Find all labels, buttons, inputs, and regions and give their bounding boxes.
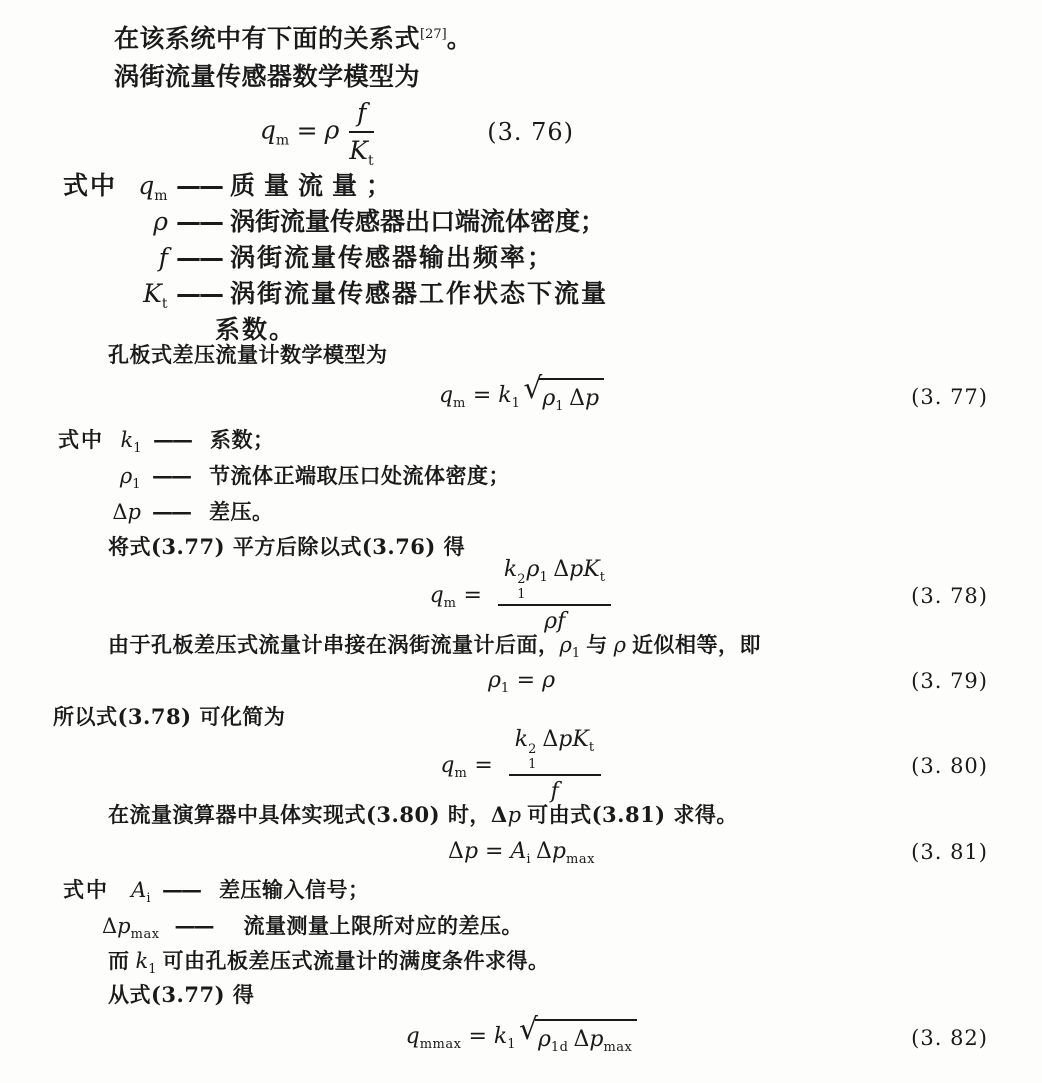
paragraph-k1-fullscale bbox=[53, 944, 990, 978]
var-q: q bbox=[438, 383, 454, 408]
paragraph-vortex-model: 涡街流量传感器数学模型为 bbox=[114, 62, 421, 91]
var-f: f bbox=[349, 98, 374, 133]
formula-3-81 bbox=[448, 835, 595, 869]
formula-3-80 bbox=[440, 727, 602, 805]
intro-period: 。 bbox=[446, 24, 473, 53]
var-f: f bbox=[550, 778, 559, 804]
var-p: p bbox=[507, 803, 522, 827]
since-text-2: 与 bbox=[586, 632, 608, 657]
top-section bbox=[60, 16, 609, 348]
sub-t: t bbox=[367, 153, 375, 169]
where-label: 式中 bbox=[63, 877, 109, 902]
var-f: f bbox=[557, 608, 566, 634]
delta-symbol: Δ bbox=[448, 839, 464, 864]
var-p: p bbox=[117, 914, 131, 938]
symbol-dp bbox=[103, 494, 141, 530]
symbol-f bbox=[138, 240, 168, 276]
impl-text-2: 可由式(3.81) 求得。 bbox=[527, 802, 738, 827]
var-k: k bbox=[514, 726, 529, 752]
intro-text: 在该系统中有下面的关系式 bbox=[114, 24, 421, 53]
sub-m: m bbox=[275, 132, 290, 149]
dash: —— bbox=[176, 279, 222, 308]
formula-3-76 bbox=[259, 98, 376, 169]
equation-number-3-79: (3. 79) bbox=[911, 669, 988, 693]
var-K: K bbox=[143, 279, 162, 308]
definition-row-f bbox=[60, 240, 576, 276]
since-text-1: 由于孔板差压式流量计串接在涡街流量计后面， bbox=[108, 632, 560, 657]
var-K: K bbox=[349, 136, 368, 165]
symbol-qm bbox=[138, 168, 168, 204]
symbol-dpmax bbox=[102, 909, 160, 944]
formula-3-79 bbox=[488, 664, 555, 698]
delta-symbol: Δ bbox=[536, 839, 552, 864]
definition-desc: 系数； bbox=[210, 427, 275, 452]
var-p: p bbox=[584, 386, 600, 411]
delta-symbol: Δ bbox=[112, 500, 128, 524]
var-p: p bbox=[127, 500, 141, 524]
symbol-rho1 bbox=[103, 458, 141, 494]
var-rho: ρ bbox=[119, 464, 133, 488]
sub-1: 1 bbox=[507, 1037, 517, 1052]
definition-desc: 差压。 bbox=[209, 499, 274, 524]
sup-2: 2 bbox=[528, 741, 537, 757]
var-p: p bbox=[589, 1027, 604, 1052]
symbol-rho bbox=[138, 204, 168, 240]
definition-row-qm bbox=[60, 168, 576, 204]
var-K: K bbox=[583, 556, 600, 582]
definition-row-Ai bbox=[53, 872, 990, 908]
sub-1: 1 bbox=[571, 646, 581, 661]
definition-desc: 涡街流量传感器出口端流体密度； bbox=[230, 207, 606, 236]
radical-sign: √ bbox=[519, 1012, 538, 1047]
equation-number-3-80: (3. 80) bbox=[911, 754, 988, 778]
delta-symbol: Δ bbox=[102, 914, 118, 938]
definition-row-dpmax bbox=[53, 908, 990, 944]
var-p: p bbox=[463, 839, 479, 864]
k1-text-2: 可由孔板差压式流量计的满度条件求得。 bbox=[162, 948, 550, 973]
sub-m: m bbox=[154, 188, 168, 204]
sub-1: 1 bbox=[132, 477, 141, 492]
equation-3-76 bbox=[60, 96, 576, 168]
dash: —— bbox=[176, 207, 222, 236]
square-root bbox=[523, 371, 604, 416]
var-q: q bbox=[405, 1024, 420, 1049]
symbol-Ai bbox=[111, 873, 151, 908]
sub-1: 1 bbox=[511, 396, 521, 411]
equation-3-81 bbox=[53, 832, 990, 872]
var-k: k bbox=[135, 949, 149, 973]
sup-sub-stack bbox=[517, 573, 525, 601]
var-k: k bbox=[120, 428, 134, 452]
sub-1d: 1d bbox=[550, 1040, 569, 1055]
sub-t: t bbox=[161, 296, 168, 312]
dash: —— bbox=[176, 171, 222, 200]
equals-sign: = bbox=[516, 668, 536, 693]
definition-desc: 涡街流量传感器输出频率； bbox=[230, 243, 555, 272]
symbol-k1 bbox=[104, 423, 142, 458]
var-rho: ρ bbox=[542, 386, 556, 411]
delta-symbol: Δ bbox=[542, 726, 559, 752]
equals-sign: = bbox=[468, 1024, 487, 1049]
sub-1: 1 bbox=[555, 399, 565, 414]
var-q: q bbox=[259, 115, 276, 145]
var-rho: ρ bbox=[544, 608, 558, 634]
var-p: p bbox=[569, 556, 584, 582]
formula-3-77 bbox=[438, 371, 604, 416]
var-rho1: ρ bbox=[487, 668, 501, 693]
var-rho: ρ bbox=[324, 115, 340, 145]
numerator bbox=[509, 727, 601, 776]
sub-max: max bbox=[603, 1040, 633, 1055]
definition-desc-continued: 系数。 bbox=[215, 315, 297, 344]
dash: —— bbox=[174, 913, 213, 938]
definition-desc: 质量流量； bbox=[230, 171, 401, 200]
sub-i: i bbox=[146, 891, 151, 906]
dash: —— bbox=[176, 243, 222, 272]
sub-i: i bbox=[526, 852, 532, 867]
sub-t: t bbox=[599, 569, 606, 585]
equation-number-3-77: (3. 77) bbox=[911, 385, 988, 409]
equation-3-77 bbox=[53, 372, 990, 422]
radical-sign: √ bbox=[523, 371, 543, 406]
sub-1: 1 bbox=[528, 756, 537, 772]
paragraph-from-eq: 从式(3.77) 得 bbox=[108, 982, 255, 1007]
equals-sign: = bbox=[296, 115, 318, 145]
var-rho: ρ bbox=[537, 1027, 551, 1052]
var-A: A bbox=[131, 878, 147, 902]
definition-row-dp bbox=[53, 494, 990, 530]
var-q: q bbox=[429, 583, 444, 608]
equation-number-3-76: (3. 76) bbox=[487, 118, 574, 146]
dash: —— bbox=[152, 499, 190, 524]
equation-3-78 bbox=[53, 556, 990, 634]
var-q: q bbox=[138, 171, 155, 200]
equals-sign: = bbox=[485, 839, 504, 864]
denominator bbox=[498, 606, 612, 635]
sub-m: m bbox=[454, 766, 468, 781]
radicand bbox=[535, 1019, 637, 1057]
var-f: f bbox=[158, 243, 168, 272]
since-text-3: 近似相等，即 bbox=[632, 632, 761, 657]
paragraph-orifice-model: 孔板式差压流量计数学模型为 bbox=[108, 342, 388, 367]
var-rho: ρ bbox=[526, 556, 540, 582]
var-K: K bbox=[572, 726, 589, 752]
var-rho: ρ bbox=[542, 668, 556, 693]
delta-symbol: Δ bbox=[553, 556, 570, 582]
sup-sub-stack bbox=[528, 743, 536, 771]
equals-sign: = bbox=[463, 583, 482, 608]
dash: —— bbox=[162, 877, 200, 902]
paragraph-square-divide: 将式(3.77) 平方后除以式(3.76) 得 bbox=[108, 534, 466, 559]
var-p: p bbox=[551, 839, 567, 864]
dash: —— bbox=[152, 463, 190, 488]
sub-t: t bbox=[588, 739, 595, 755]
k1-text-1: 而 bbox=[108, 948, 130, 973]
equation-number-3-78: (3. 78) bbox=[911, 584, 988, 608]
equals-sign: = bbox=[474, 753, 493, 778]
definition-desc: 涡街流量传感器工作状态下流量 bbox=[230, 279, 609, 308]
formula-3-78 bbox=[430, 557, 614, 635]
sub-1: 1 bbox=[500, 681, 510, 696]
impl-text-1: 在流量演算器中具体实现式(3.80) 时， bbox=[108, 802, 491, 827]
sub-max: max bbox=[130, 927, 160, 942]
var-q: q bbox=[440, 753, 455, 778]
sub-1: 1 bbox=[517, 586, 526, 602]
equation-3-79 bbox=[53, 662, 990, 700]
citation-ref: [27] bbox=[420, 27, 447, 42]
where-label: 式中 bbox=[58, 427, 104, 452]
sub-1: 1 bbox=[133, 441, 142, 456]
numerator bbox=[498, 557, 612, 606]
paragraph-simplify: 所以式(3.78) 可化简为 bbox=[53, 704, 286, 729]
delta-symbol: Δ bbox=[569, 386, 585, 411]
fraction bbox=[349, 98, 375, 169]
sub-m: m bbox=[443, 596, 457, 611]
sub-max: max bbox=[566, 852, 595, 867]
var-k: k bbox=[498, 383, 512, 408]
var-A: A bbox=[510, 839, 527, 864]
equation-number-3-81: (3. 81) bbox=[911, 840, 988, 864]
denominator bbox=[349, 133, 375, 169]
where-label: 式中 bbox=[63, 171, 118, 200]
sub-1: 1 bbox=[148, 962, 157, 977]
formula-3-82 bbox=[405, 1012, 638, 1057]
sup-2: 2 bbox=[517, 571, 526, 587]
definition-row-k1 bbox=[53, 422, 990, 458]
var-rho1: ρ bbox=[559, 633, 572, 657]
body-section bbox=[53, 338, 990, 1064]
paragraph-intro bbox=[60, 16, 576, 58]
definition-row-rho1 bbox=[53, 458, 990, 494]
equation-3-82 bbox=[53, 1012, 990, 1064]
definition-desc: 流量测量上限所对应的差压。 bbox=[243, 913, 524, 938]
square-root bbox=[519, 1012, 637, 1057]
definition-desc: 节流体正端取压口处流体密度； bbox=[209, 463, 510, 488]
definition-row-rho bbox=[60, 204, 606, 240]
dash: —— bbox=[153, 427, 191, 452]
fraction bbox=[498, 557, 612, 635]
var-k: k bbox=[493, 1024, 508, 1049]
equation-number-3-82: (3. 82) bbox=[911, 1026, 988, 1050]
fraction bbox=[509, 727, 601, 805]
definition-desc: 差压输入信号； bbox=[219, 877, 370, 902]
var-rho: ρ bbox=[153, 207, 168, 236]
symbol-Kt bbox=[138, 276, 168, 312]
var-p: p bbox=[558, 726, 573, 752]
sub-1: 1 bbox=[539, 569, 549, 585]
delta-symbol: Δ bbox=[573, 1027, 590, 1052]
sub-mmax: mmax bbox=[419, 1037, 462, 1052]
equals-sign: = bbox=[472, 383, 492, 408]
equation-3-80 bbox=[53, 726, 990, 804]
var-k: k bbox=[503, 556, 518, 582]
delta-symbol: Δ bbox=[490, 802, 508, 827]
sub-m: m bbox=[453, 396, 466, 411]
definition-row-Kt bbox=[60, 276, 609, 312]
var-rho: ρ bbox=[613, 633, 626, 657]
radicand bbox=[539, 378, 604, 416]
